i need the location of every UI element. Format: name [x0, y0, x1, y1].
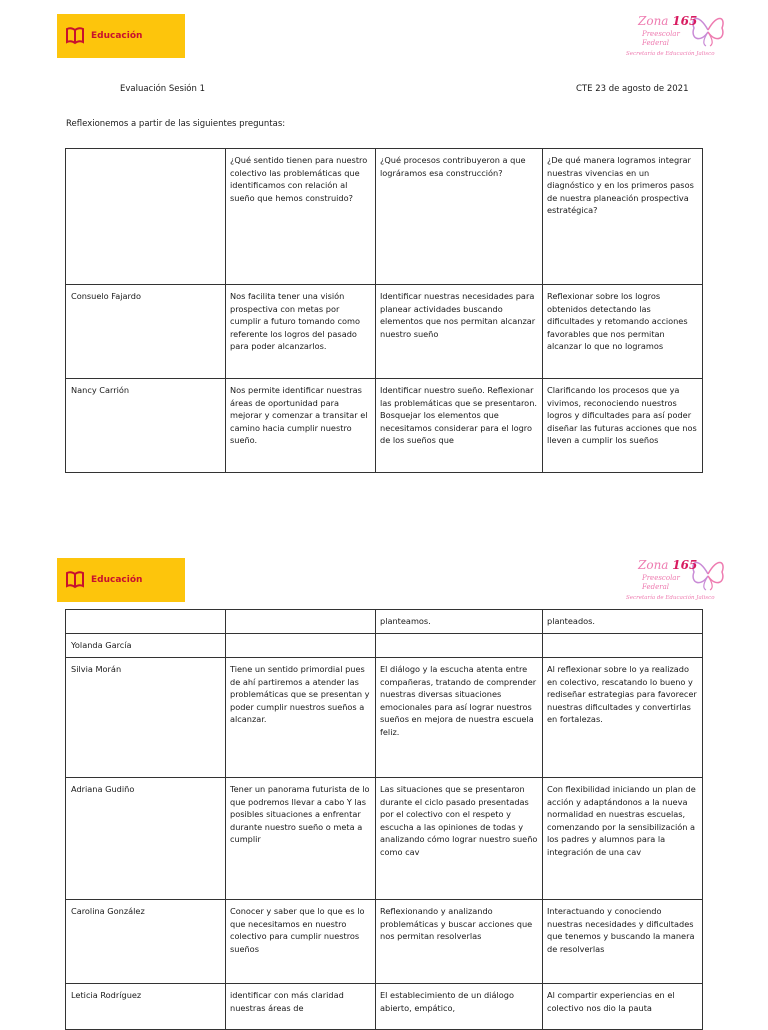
book-icon — [65, 27, 85, 45]
table-header-row — [66, 149, 703, 285]
table-cell: El diálogo y la escucha atenta entre compañeras, tratando de comprender nuestras diversas situaciones emocionales para así lograr nuestros sueños en mejora de nuestra escuela feliz. — [376, 658, 543, 778]
education-banner — [57, 14, 185, 58]
table-row — [66, 634, 703, 658]
table-cell: Clarificando los procesos que ya vivimos, reconociendo nuestros logros y dificultades para así poder diseñar las futuras acciones que nos lleven a cumplir los sueños — [543, 379, 703, 473]
table-row — [66, 900, 703, 984]
logo-title: Zona 165 — [638, 14, 698, 28]
table-cell: Nos permite identificar nuestras áreas de oportunidad para mejorar y comenzar a transitar el camino hacia cumplir nuestro sueño. — [226, 379, 376, 473]
table-cell: Nos facilita tener una visión prospectiva con metas por cumplir a futuro tomando como referente los logros del pasado para poder alcanzarlos. — [226, 285, 376, 379]
question-1: ¿Qué sentido tienen para nuestro colectivo las problemáticas que identificamos con relación al sueño que hemos construido? — [226, 149, 376, 285]
education-banner — [57, 558, 185, 602]
participant-name: Consuelo Fajardo — [66, 285, 226, 379]
table-row — [66, 285, 703, 379]
table-cell: Al compartir experiencias en el colectivo nos dio la pauta — [543, 984, 703, 1030]
page-1 — [0, 0, 768, 500]
participant-name: Adriana Gudiño — [66, 778, 226, 900]
table-cell: Con flexibilidad iniciando un plan de acción y adaptándonos a la nueva normalidad en nuestras escuelas, comenzando por la sensibilización a los padres y alumnos para la integración de una cav — [543, 778, 703, 900]
table-cell: planteados. — [543, 610, 703, 634]
participant-name: Carolina González — [66, 900, 226, 984]
table-cell: Reflexionar sobre los logros obtenidos detectando las dificultades y retomando acciones favorables que nos permitan alcanzar lo que no logramos — [543, 285, 703, 379]
reflection-table-1 — [65, 148, 703, 473]
logo-secretaria: Secretaría de Educación Jalisco — [626, 595, 715, 601]
table-row — [66, 658, 703, 778]
logo-subtitle: Preescolar Federal — [642, 30, 680, 47]
logo-subtitle: Preescolar Federal — [642, 574, 680, 591]
table-cell — [226, 610, 376, 634]
table-row — [66, 778, 703, 900]
table-cell: identificar con más claridad nuestras áreas de — [226, 984, 376, 1030]
table-row — [66, 379, 703, 473]
table-cell: El establecimiento de un diálogo abierto, empático, — [376, 984, 543, 1030]
reflection-table-2 — [65, 609, 703, 1030]
table-cell: Las situaciones que se presentaron durante el ciclo pasado presentadas por el colectivo con el respeto y escucha a las opiniones de todas y analizando cómo lograr nuestro sueño como cav — [376, 778, 543, 900]
table-row — [66, 610, 703, 634]
table-cell — [66, 149, 226, 285]
table-cell — [66, 610, 226, 634]
page-2 — [0, 544, 768, 1024]
cte-date: CTE 23 de agosto de 2021 — [576, 84, 689, 94]
table-cell: Conocer y saber que lo que es lo que necesitamos en nuestro colectivo para cumplir nuestros sueños — [226, 900, 376, 984]
logo-title: Zona 165 — [638, 558, 698, 572]
table-cell: Identificar nuestro sueño. Reflexionar las problemáticas que se presentaron. Bosquejar los elementos que necesitamos considerar para el logro de los sueños que — [376, 379, 543, 473]
table-cell — [376, 634, 543, 658]
table-cell: Al reflexionar sobre lo ya realizado en colectivo, rescatando lo bueno y rediseñar estrategias para favorecer nuestras dificultades y convertirlas en fortalezas. — [543, 658, 703, 778]
zona-165-logo — [624, 10, 734, 60]
logo-secretaria: Secretaría de Educación Jalisco — [626, 51, 715, 57]
participant-name: Leticia Rodríguez — [66, 984, 226, 1030]
zona-165-logo — [624, 554, 734, 604]
table-cell: Tener un panorama futurista de lo que podremos llevar a cabo Y las posibles situaciones a enfrentar durante nuestro sueño o meta a cumplir — [226, 778, 376, 900]
evaluation-title: Evaluación Sesión 1 — [120, 84, 206, 94]
table-cell: Identificar nuestras necesidades para planear actividades buscando elementos que nos permitan alcanzar nuestro sueño — [376, 285, 543, 379]
table-cell — [226, 634, 376, 658]
banner-label: Educación — [91, 575, 143, 585]
table-row — [66, 984, 703, 1030]
table-cell: planteamos. — [376, 610, 543, 634]
table-cell: Reflexionando y analizando problemáticas y buscar acciones que nos permitan resolverlas — [376, 900, 543, 984]
intro-text: Reflexionemos a partir de las siguientes preguntas: — [66, 119, 286, 129]
book-icon — [65, 571, 85, 589]
table-cell: Tiene un sentido primordial pues de ahí partiremos a atender las problemáticas que se presentan y poder cumplir nuestros sueños a alcanzar. — [226, 658, 376, 778]
question-3: ¿De qué manera logramos integrar nuestras vivencias en un diagnóstico y en los primeros pasos de nuestra planeación prospectiva estratégica? — [543, 149, 703, 285]
participant-name: Silvia Morán — [66, 658, 226, 778]
banner-label: Educación — [91, 31, 143, 41]
table-cell: Interactuando y conociendo nuestras necesidades y dificultades que tenemos y buscando la manera de resolverlas — [543, 900, 703, 984]
question-2: ¿Qué procesos contribuyeron a que lográramos esa construcción? — [376, 149, 543, 285]
participant-name: Yolanda García — [66, 634, 226, 658]
table-cell — [543, 634, 703, 658]
participant-name: Nancy Carrión — [66, 379, 226, 473]
